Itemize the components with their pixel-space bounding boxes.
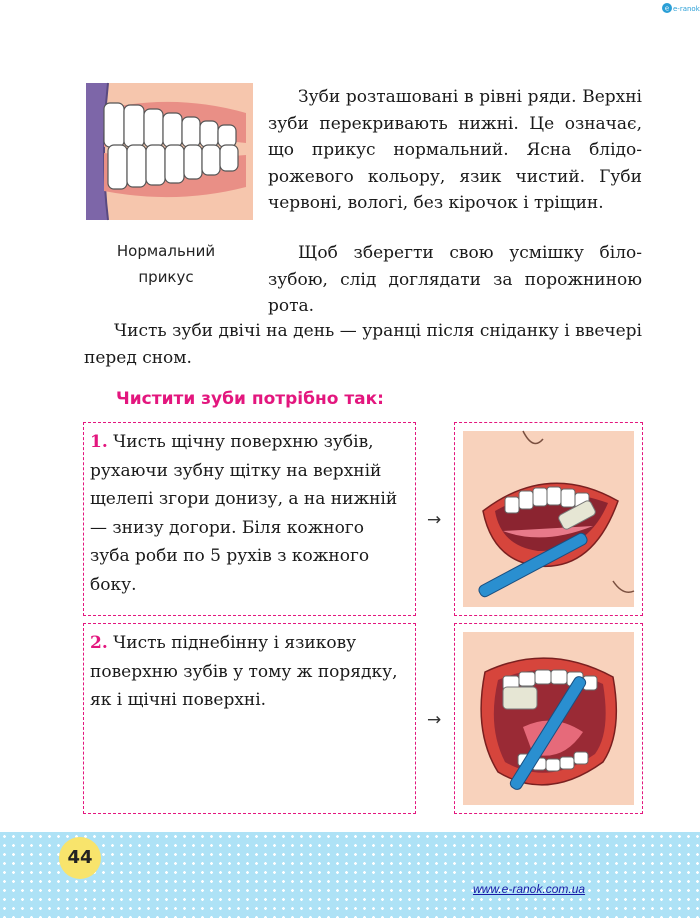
normal-bite-illustration	[86, 83, 253, 220]
page-number-badge: 44	[59, 837, 101, 879]
step-1-number: 1.	[90, 432, 108, 452]
arrow-right-icon: →	[427, 510, 442, 530]
caption-line-1: Нормальний	[116, 242, 216, 260]
step-1-image-frame	[454, 422, 643, 616]
footer-band	[0, 832, 700, 918]
publisher-logo	[662, 2, 700, 14]
step-1-text	[90, 428, 406, 599]
step-2-description: Чисть піднебінну і язикову поверхню зубів у тому ж порядку, як і щічні поверхні.	[90, 633, 398, 710]
step-2-image-frame	[454, 623, 643, 814]
arrow-right-icon: →	[427, 710, 442, 730]
paragraph-twice-daily: Чисть зуби двічі на день — уранці після сніданку і ввечері перед сном.	[84, 321, 642, 368]
step-1-box	[83, 422, 416, 616]
paragraph-care: Щоб зберегти свою усмішку білозубою, слід доглядати за порожниною рота.	[268, 243, 642, 316]
brushing-inner-surface-illustration	[463, 632, 634, 805]
svg-text:e: e	[664, 4, 670, 13]
brushing-outer-surface-illustration	[463, 431, 634, 607]
step-2-text	[90, 629, 406, 715]
step-2-number: 2.	[90, 633, 108, 653]
svg-text:e-ranok: e-ranok	[673, 5, 700, 13]
figure-caption	[96, 238, 236, 290]
caption-line-2: прикус	[138, 268, 194, 286]
step-2-box	[83, 623, 416, 814]
step-1-description: Чисть щічну поверхню зубів, рухаючи зубну щітку на верхній щелепі згори донизу, а на нижній — знизу догори. Біля кожного зуба роби по 5 рухів з кожного боку.	[90, 432, 398, 595]
instructions-heading: Чистити зуби потрібно так:	[116, 389, 384, 409]
publisher-website-link[interactable]: www.e-ranok.com.ua	[473, 882, 586, 896]
paragraph-bite: Зуби розташовані в рівні ряди. Верхні зуби перекривають нижні. Це означає, що прикус нормальний. Ясна блідо-рожевого кольору, язик чистий. Губи червоні, вологі, без кірочок і тріщин.	[268, 87, 642, 213]
